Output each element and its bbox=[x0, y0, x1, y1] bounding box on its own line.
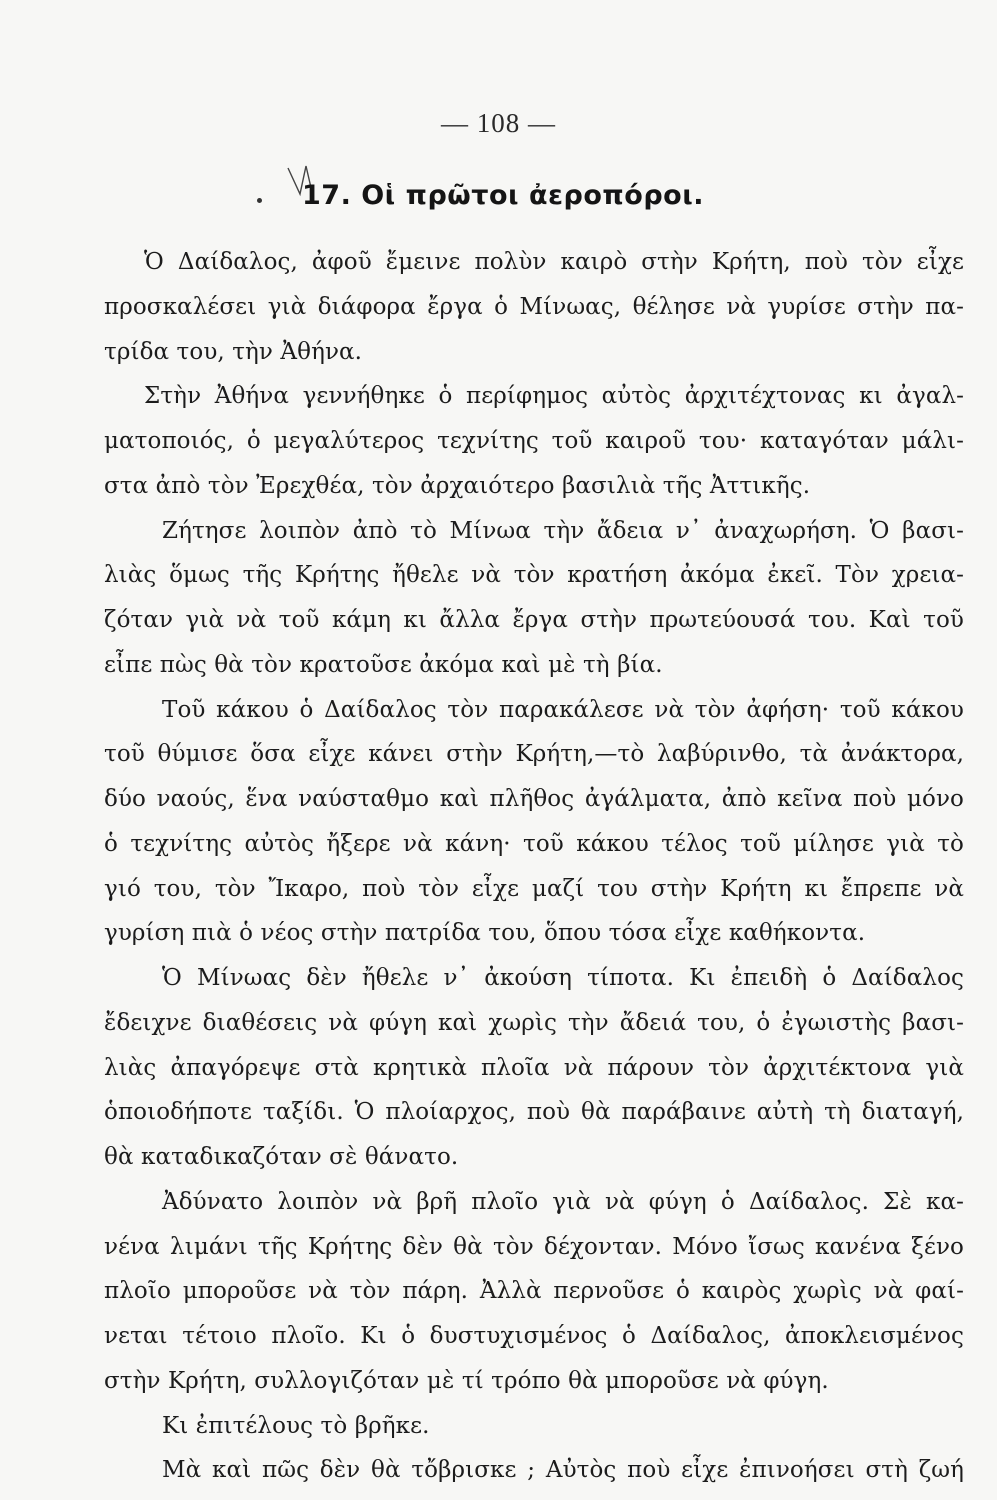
text-line: δύο ναούς, ἕνα ναύσταθμο καὶ πλῆθος ἀγάλματα, ἀπὸ κεῖνα ποὺ μόνο bbox=[104, 786, 964, 812]
text-line: Ἀδύνατο λοιπὸν νὰ βρῆ πλοῖο γιὰ νὰ φύγη ὁ Δαίδαλος. Σὲ κα- bbox=[162, 1188, 964, 1215]
text-line: ὁ τεχνίτης αὐτὸς ἤξερε νὰ κάνη· τοῦ κάκου τέλος τοῦ μίλησε γιὰ τὸ bbox=[104, 830, 964, 857]
text-line: Ὁ Δαίδαλος, ἀφοῦ ἔμεινε πολὺν καιρὸ στὴν Κρήτη, ποὺ τὸν εἶχε bbox=[144, 249, 964, 275]
text-line: λιὰς ὅμως τῆς Κρήτης ἤθελε νὰ τὸν κρατήση ἀκόμα ἐκεῖ. Τὸν χρεια- bbox=[104, 562, 964, 589]
text-line: ἔδειχνε διαθέσεις νὰ φύγη καὶ χωρὶς τὴν ἄδειά του, ὁ ἐγωιστὴς βασι- bbox=[104, 1009, 964, 1036]
text-line: Μὰ καὶ πῶς δὲν θὰ τὄβρισκε ; Αὐτὸς ποὺ εἶχε ἐπινοήσει στὴ ζωή bbox=[162, 1457, 964, 1484]
text-line: θὰ καταδικαζόταν σὲ θάνατο. bbox=[104, 1144, 459, 1170]
text-line: εἶπε πὼς θὰ τὸν κρατοῦσε ἀκόμα καὶ μὲ τὴ βία. bbox=[104, 651, 663, 678]
text-line: γυρίση πιὰ ὁ νέος στὴν πατρίδα του, ὅπου τόσα εἶχε καθήκοντα. bbox=[104, 920, 866, 947]
margin-dot bbox=[257, 198, 262, 203]
section-heading: 17. Οἱ πρῶτοι ἀεροπόροι. bbox=[302, 180, 704, 211]
page-number: — 108 — bbox=[441, 108, 556, 138]
text-line: γιό του, τὸν Ἴκαρο, ποὺ τὸν εἶχε μαζί του στὴν Κρήτη κι ἔπρεπε νὰ bbox=[104, 875, 964, 902]
text-line: Τοῦ κάκου ὁ Δαίδαλος τὸν παρακάλεσε νὰ τὸν ἀφήση· τοῦ κάκου bbox=[162, 696, 964, 723]
body-text bbox=[104, 240, 964, 1493]
text-line: ματοποιός, ὁ μεγαλύτερος τεχνίτης τοῦ καιροῦ του· καταγόταν μάλι- bbox=[104, 428, 964, 454]
text-line: προσκαλέσει γιὰ διάφορα ἔργα ὁ Μίνωας, θέλησε νὰ γυρίσε στὴν πα- bbox=[104, 293, 964, 320]
text-line: Ὁ Μίνωας δὲν ἤθελε ν᾽ ἀκούση τίποτα. Κι ἐπειδὴ ὁ Δαίδαλος bbox=[162, 965, 964, 991]
text-line: Ζήτησε λοιπὸν ἀπὸ τὸ Μίνωα τὴν ἄδεια ν᾽ ἀναχωρήση. Ὁ βασι- bbox=[162, 517, 964, 544]
text-line: πλοῖο μποροῦσε νὰ τὸν πάρη. Ἀλλὰ περνοῦσε ὁ καιρὸς χωρὶς νὰ φαί- bbox=[104, 1278, 964, 1305]
text-line: λιὰς ἀπαγόρεψε στὰ κρητικὰ πλοῖα νὰ πάρουν τὸν ἀρχιτέκτονα γιὰ bbox=[104, 1054, 964, 1081]
text-line: Κι ἐπιτέλους τὸ βρῆκε. bbox=[162, 1412, 430, 1439]
text-line: στα ἀπὸ τὸν Ἐρεχθέα, τὸν ἀρχαιότερο βασιλιὰ τῆς Ἀττικῆς. bbox=[104, 472, 811, 499]
text-line: Στὴν Ἀθήνα γεννήθηκε ὁ περίφημος αὐτὸς ἀρχιτέχτονας κι ἀγαλ- bbox=[144, 383, 964, 410]
text-line: στὴν Κρήτη, συλλογιζόταν μὲ τί τρόπο θὰ μποροῦσε νὰ φύγη. bbox=[104, 1367, 829, 1394]
text-line: ζόταν γιὰ νὰ τοῦ κάμη κι ἄλλα ἔργα στὴν πρωτεύουσά του. Καὶ τοῦ bbox=[104, 607, 964, 633]
text-line: τρίδα του, τὴν Ἀθήνα. bbox=[104, 338, 363, 365]
text-line: ὁποιοδήποτε ταξίδι. Ὁ πλοίαρχος, ποὺ θὰ παράβαινε αὐτὴ τὴ διαταγή, bbox=[104, 1099, 964, 1126]
text-line: νένα λιμάνι τῆς Κρήτης δὲν θὰ τὸν δέχονταν. Μόνο ἴσως κανένα ξένο bbox=[104, 1233, 964, 1260]
text-line: τοῦ θύμισε ὅσα εἶχε κάνει στὴν Κρήτη,—τὸ λαβύρινθο, τὰ ἀνάκτορα, bbox=[104, 741, 964, 768]
text-line: νεται τέτοιο πλοῖο. Κι ὁ δυστυχισμένος ὁ Δαίδαλος, ἀποκλεισμένος bbox=[104, 1323, 964, 1349]
